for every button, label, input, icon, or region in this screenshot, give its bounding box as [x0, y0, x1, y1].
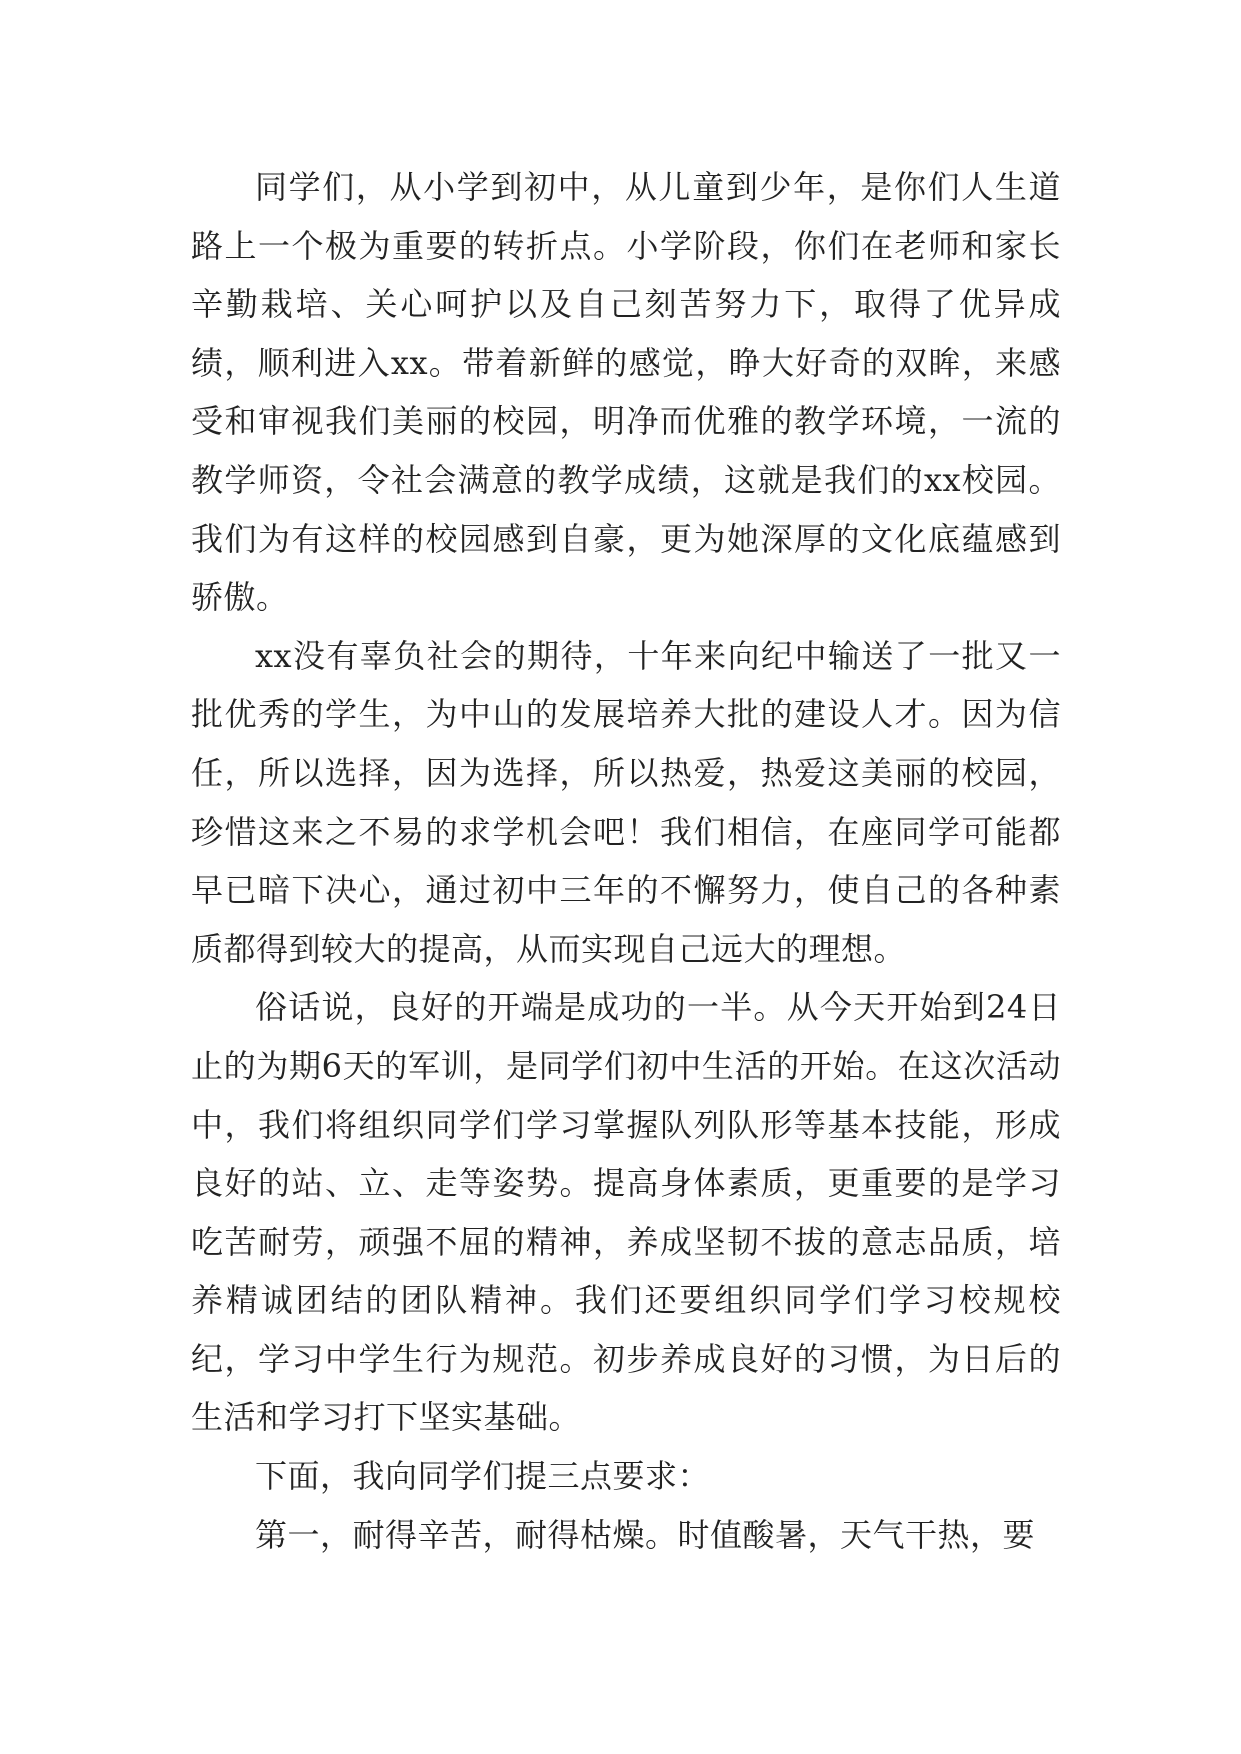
document-body — [191, 158, 1061, 1564]
paragraph-transition: 同学们，从小学到初中，从儿童到少年，是你们人生道路上一个极为重要的转折点。小学阶段，你们在老师和家长辛勤栽培、关心呵护以及自己刻苦努力下，取得了优异成绩，顺利进入xx。带着新鲜的感觉，睁大好奇的双眸，来感受和审视我们美丽的校园，明净而优雅的教学环境，一流的教学师资，令社会满意的教学成绩，这就是我们的xx校园。我们为有这样的校园感到自豪，更为她深厚的文化底蕴感到骄傲。 — [191, 168, 1061, 617]
paragraph-first-requirement: 第一，耐得辛苦，耐得枯燥。时值酸暑，天气干热，要 — [255, 1515, 1036, 1554]
paragraph-requirements-intro: 下面，我向同学们提三点要求： — [255, 1457, 711, 1496]
paragraph-school-history: xx没有辜负社会的期待，十年来向纪中输送了一批又一批优秀的学生，为中山的发展培养大批的建设人才。因为信任，所以选择，因为选择，所以热爱，热爱这美丽的校园，珍惜这来之不易的求学机会吧！我们相信，在座同学可能都早已暗下决心，通过初中三年的不懈努力，使自己的各种素质都得到较大的提高，从而实现自己远大的理想。 — [191, 636, 1061, 968]
paragraph-military-training: 俗话说，良好的开端是成功的一半。从今天开始到24日止的为期6天的军训，是同学们初中生活的开始。在这次活动中，我们将组织同学们学习掌握队列队形等基本技能，形成良好的站、立、走等姿势。提高身体素质，更重要的是学习吃苦耐劳，顽强不屈的精神，养成坚韧不拔的意志品质，培养精诚团结的团队精神。我们还要组织同学们学习校规校纪，学习中学生行为规范。初步养成良好的习惯，为日后的生活和学习打下坚实基础。 — [191, 988, 1061, 1437]
